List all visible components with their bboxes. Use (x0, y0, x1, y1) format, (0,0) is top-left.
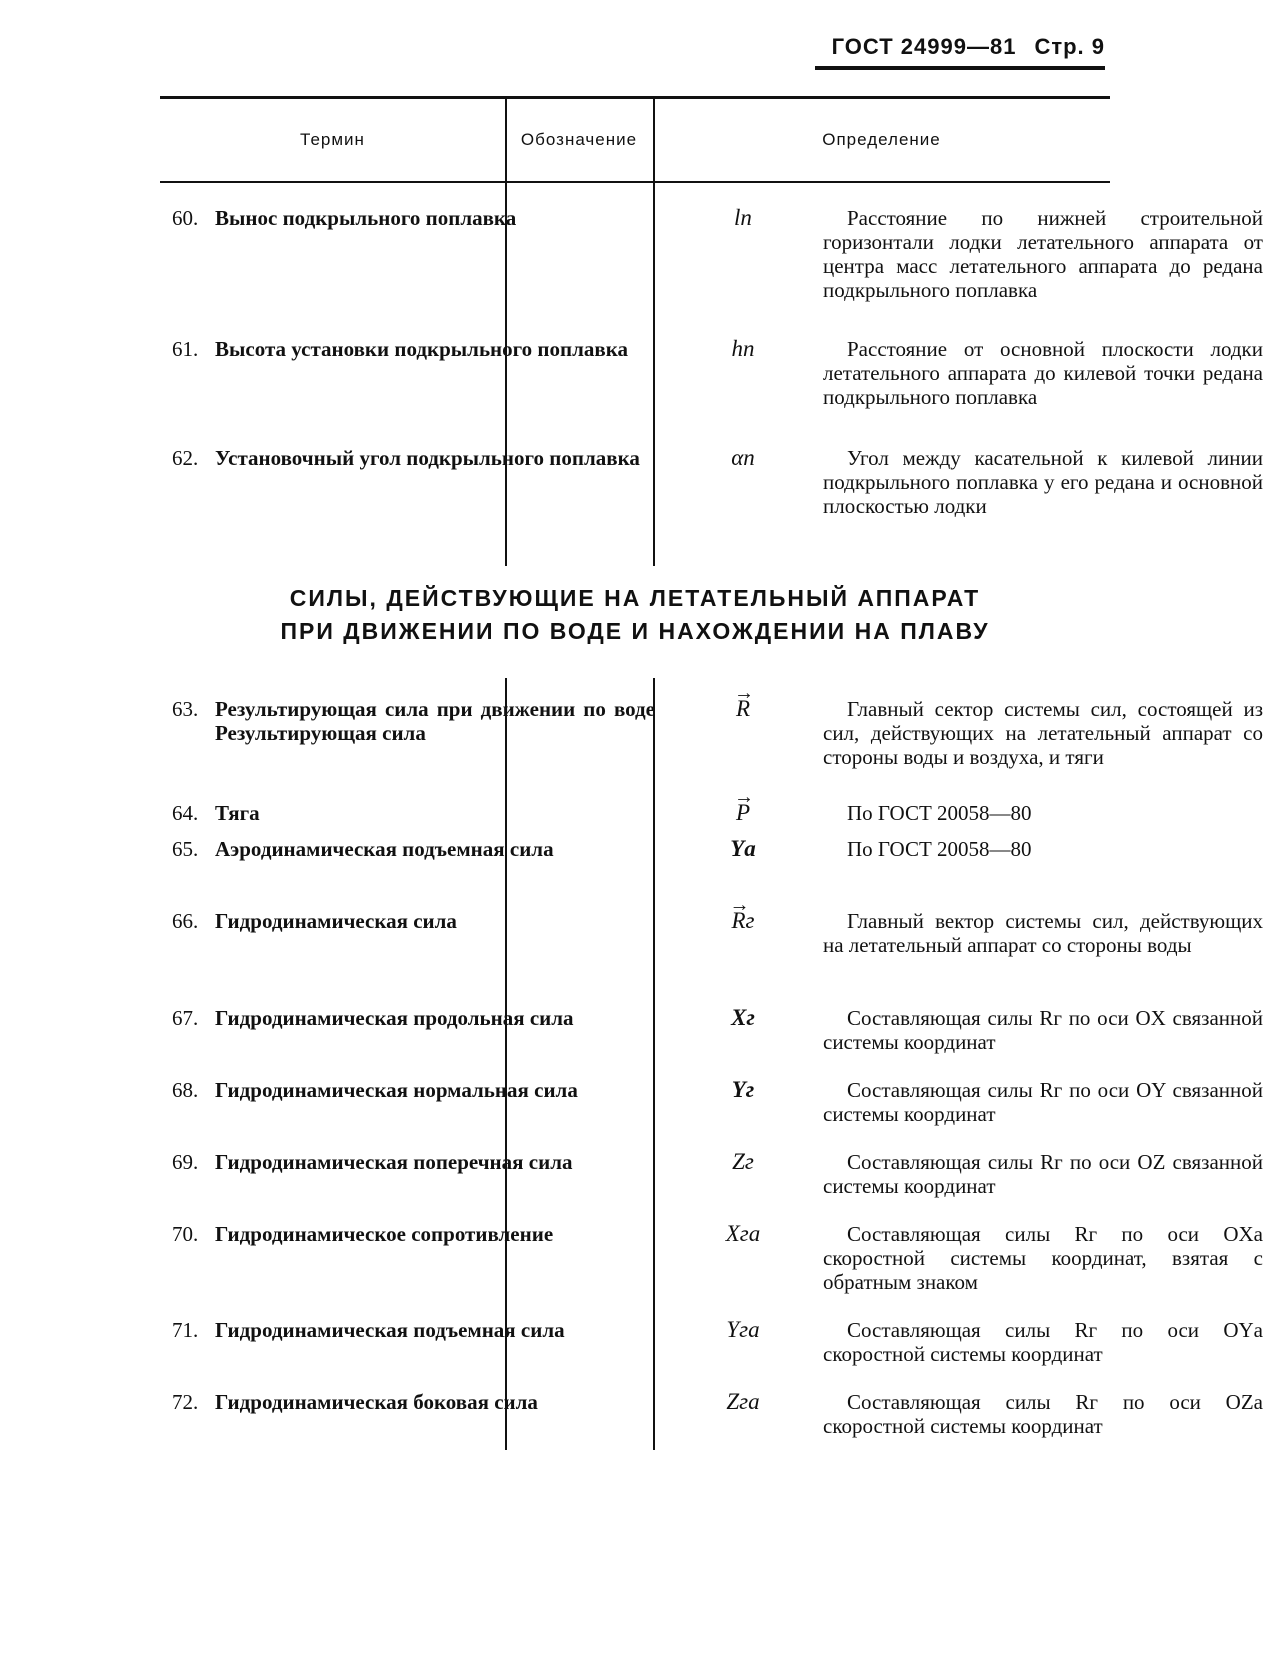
row-number: 61. (172, 337, 199, 361)
row-number: 69. (172, 1150, 199, 1174)
row-term: Гидродинамическое сопротивление (215, 1222, 554, 1246)
row-definition: Угол между касательной к килевой линии подкрыльного поплавка у его редана и основной плоскостью лодки (823, 446, 1263, 518)
row-definition: Расстояние от основной плоскости лодки летательного аппарата до килевой точки редана подкрыльного поплавка (823, 337, 1263, 409)
column-header-definition: Определение (822, 130, 941, 149)
row-symbol: Zг (732, 1149, 754, 1174)
row-number: 60. (172, 206, 199, 230)
row-term: Гидродинамическая боковая сила (215, 1390, 538, 1414)
section-title-line: СИЛЫ, ДЕЙСТВУЮЩИЕ НА ЛЕТАТЕЛЬНЫЙ АППАРАТ (289, 585, 981, 611)
row-definition: Главный сектор системы сил, состоящей из сил, действующих на летательный аппарат со стороны воды и воздуха, и тяги (823, 697, 1263, 769)
table-header (160, 96, 1110, 183)
document-number: ГОСТ 24999—81 (831, 34, 1017, 59)
row-term: Гидродинамическая продольная сила (215, 1006, 574, 1030)
row-number: 72. (172, 1390, 199, 1414)
row-term: Гидродинамическая нормальная сила (215, 1078, 578, 1102)
column-divider (505, 180, 507, 566)
column-header-term: Термин (300, 130, 365, 149)
row-definition: Составляющая силы Rг по оси OX связанной системы координат (823, 1006, 1263, 1054)
row-number: 63. (172, 697, 199, 721)
column-header-symbol: Обозначение (520, 130, 638, 149)
row-number: 71. (172, 1318, 199, 1342)
row-definition: Составляющая силы Rг по оси OY связанной системы координат (823, 1078, 1263, 1126)
page-number: Стр. 9 (1034, 34, 1105, 59)
row-term: Установочный угол подкрыльного поплавка (215, 446, 640, 470)
row-definition: По ГОСТ 20058—80 (847, 801, 1032, 825)
row-definition: Составляющая силы Rг по оси OZ связанной системы координат (823, 1150, 1263, 1198)
row-symbol: lп (734, 205, 752, 230)
row-symbol: Yга (726, 1317, 760, 1342)
section-title-line: ПРИ ДВИЖЕНИИ ПО ВОДЕ И НАХОЖДЕНИИ НА ПЛАВУ (280, 618, 990, 644)
row-symbol (678, 697, 808, 721)
row-number: 67. (172, 1006, 199, 1030)
vector-symbol: → Rг (731, 909, 754, 933)
column-divider (505, 96, 507, 180)
row-symbol: αп (731, 445, 755, 470)
header-rule (815, 66, 1105, 70)
column-divider (653, 96, 655, 180)
row-definition: Составляющая силы Rг по оси OYа скоростной системы координат (823, 1318, 1263, 1366)
row-term: Гидродинамическая подъемная сила (215, 1318, 565, 1342)
row-number: 66. (172, 909, 199, 933)
row-symbol: Zга (726, 1389, 760, 1414)
row-definition: По ГОСТ 20058—80 (847, 837, 1032, 861)
row-symbol: hп (731, 336, 755, 361)
row-term: Вынос подкрыльного поплавка (215, 206, 517, 230)
vector-symbol: → R (736, 697, 750, 721)
row-definition: Расстояние по нижней строительной горизонтали лодки летательного аппарата от центра масс летательного аппарата до редана подкрыльного поплавка (823, 206, 1263, 302)
row-term: Гидродинамическая сила (215, 909, 457, 933)
row-symbol (678, 801, 808, 825)
row-term: Аэродинамическая подъемная сила (215, 837, 554, 861)
row-definition: Составляющая силы Rг по оси OXа скоростной системы координат, взятая с обратным знаком (823, 1222, 1263, 1294)
row-definition: Главный вектор системы сил, действующих на летательный аппарат со стороны воды (823, 909, 1263, 957)
row-symbol: Xга (725, 1221, 761, 1246)
row-symbol: Yг (731, 1077, 755, 1102)
row-number: 64. (172, 801, 199, 825)
row-term: Результирующая сила при движении по воде Результирующая сила (215, 697, 655, 745)
row-number: 65. (172, 837, 199, 861)
row-symbol: Yа (730, 836, 756, 861)
row-term: Гидродинамическая поперечная сила (215, 1150, 573, 1174)
column-divider (653, 180, 655, 566)
row-symbol (678, 909, 808, 933)
row-number: 62. (172, 446, 199, 470)
row-number: 68. (172, 1078, 199, 1102)
header-text (815, 34, 1105, 60)
row-number: 70. (172, 1222, 199, 1246)
page-header (815, 34, 1105, 70)
row-term: Тяга (215, 801, 260, 825)
section-title (160, 582, 1110, 648)
row-symbol: Xг (731, 1005, 755, 1030)
vector-symbol: → P (736, 801, 750, 825)
row-definition: Составляющая силы Rг по оси OZа скоростной системы координат (823, 1390, 1263, 1438)
row-term: Высота установки подкрыльного поплавка (215, 337, 629, 361)
